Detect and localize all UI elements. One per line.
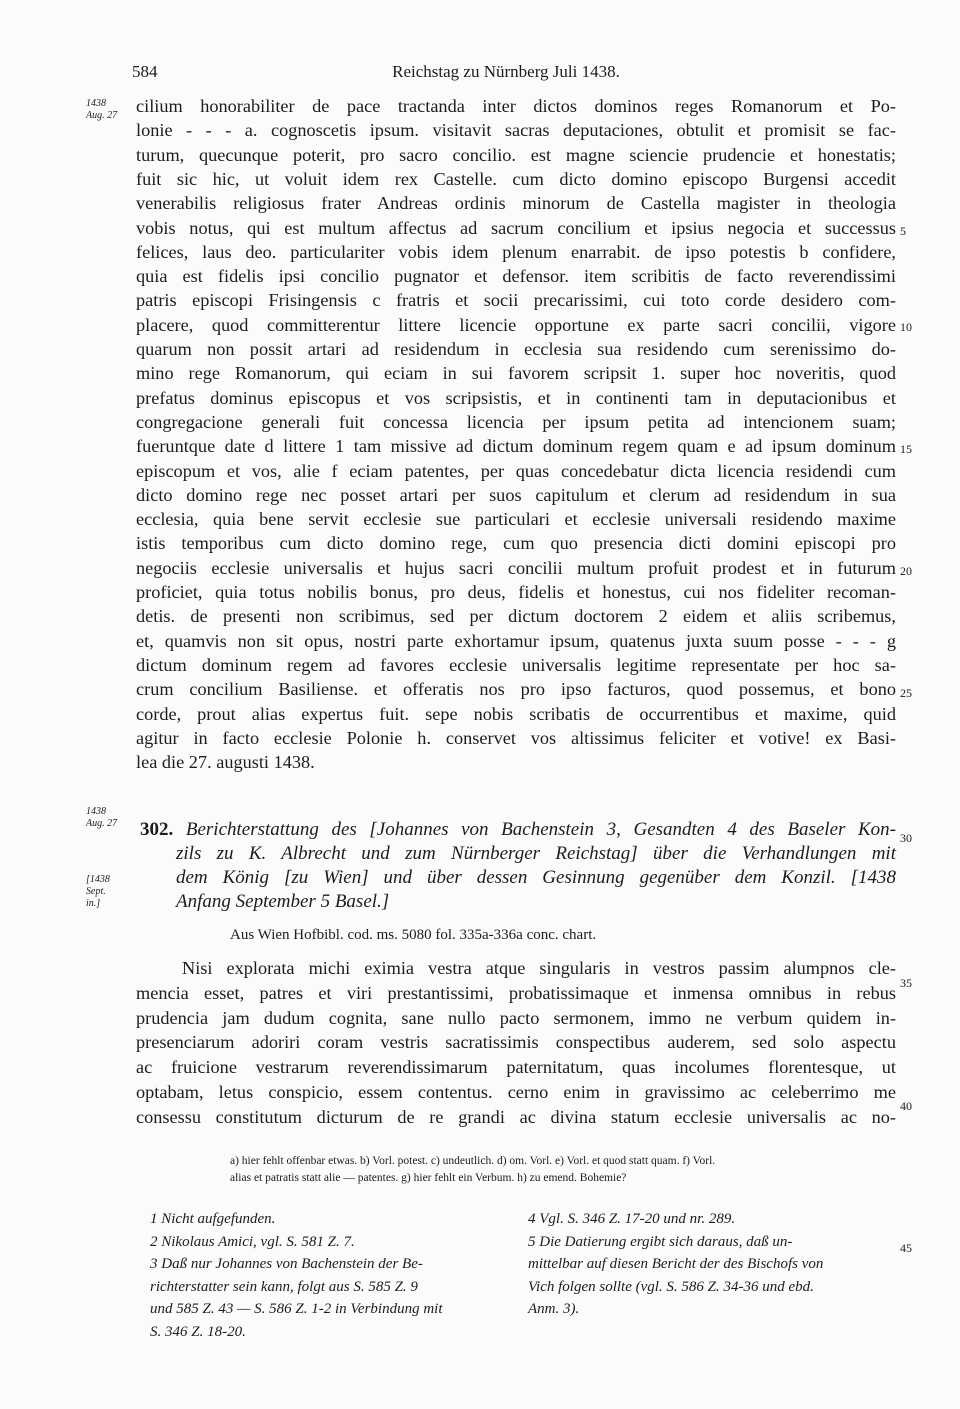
letter-line-12: mino rege Romanorum, qui eciam in sui favorem scripsit 1. super hoc noveritis, quod <box>136 363 896 384</box>
line-number: 40 <box>900 1099 912 1113</box>
document-text-line-2: mencia esset, patres et viri prestantissimi, probatissimaque et inmensa omnibus in rebus <box>136 982 896 1003</box>
document-heading-line-4: Anfang September 5 Basel.] <box>176 891 390 912</box>
margin-date-doc: 1438 Aug. 27 <box>86 806 118 829</box>
document-text-line-1: Nisi explorata michi eximia vestra atque singularis in vestros passim alumpnos cle- <box>182 958 896 978</box>
footnote-line: und 585 Z. 43 — S. 586 Z. 1-2 in Verbindung mit <box>150 1301 443 1317</box>
letter-line-18: ecclesia, quia bene servit ecclesie sue particulari et ecclesie universali residendo maxime <box>136 509 896 530</box>
line-number: 5 <box>900 224 906 238</box>
line-number: 45 <box>900 1241 912 1255</box>
footnote-line: 4 Vgl. S. 346 Z. 17-20 und nr. 289. <box>528 1211 736 1227</box>
letter-line-16: episcopum et vos, alie f eciam patentes, per quas concedebatur dicta licencia residendi cum <box>136 460 896 481</box>
line-number: 30 <box>900 831 912 845</box>
footnote-line: 3 Daß nur Johannes von Bachenstein der Be- <box>150 1256 423 1272</box>
letter-line-1: cilium honorabiliter de pace tractanda inter dictos dominos reges Romanorum et Po- <box>136 96 896 116</box>
source-note: Aus Wien Hofbibl. cod. ms. 5080 fol. 335a-336a conc. chart. <box>230 927 597 943</box>
letter-line-26: corde, prout alias expertus fuit. sepe nobis scribatis de occurrentibus et maxime, quid <box>136 703 896 724</box>
letter-line-25: crum concilium Basiliense. et offeratis nos pro ipso facturos, quod possemus, et bono <box>136 679 896 700</box>
letter-line-14: congregacione generali fuit concessa licencia per ipsum petita ad intencionem suam; <box>136 411 896 432</box>
document-text-line-3: prudencia jam dudum cognita, sane nullo pacto sermonem, immo ne verbum quidem in- <box>136 1007 896 1028</box>
footnote-line: Vich folgen sollte (vgl. S. 586 Z. 34-36 und ebd. <box>528 1278 814 1295</box>
footnote-line: S. 346 Z. 18-20. <box>150 1323 246 1340</box>
letter-line-15: fueruntque date d littere 1 tam missive ad dictum dominum regem quam e ad ipsum dominum <box>136 436 896 457</box>
apparatus-line-2: alias et patratis statt alie — patentes. g) hier fehlt ein Verbum. h) zu emend. Bohemie? <box>230 1172 627 1184</box>
line-number: 25 <box>900 686 912 700</box>
footnote-line: mittelbar auf diesen Bericht der des Bischofs von <box>528 1256 824 1272</box>
line-number: 35 <box>900 976 912 990</box>
letter-line-22: detis. de presenti non scribimus, sed per dictum doctorem 2 eidem et aliis scribemus, <box>136 606 896 627</box>
letter-line-23: et, quamvis non sit opus, nostri parte exhortamur ipsum, quatenus juxta suum posse - - - g <box>136 630 896 651</box>
document-heading-line-1: 302. Berichterstattung des [Johannes von Bachenstein 3, Gesandten 4 des Baseler Kon- <box>140 819 896 840</box>
running-title: Reichstag zu Nürnberg Juli 1438. <box>392 62 620 81</box>
letter-line-13: prefatus dominus episcopus et vos scripsistis, et in continenti tam in deputacionibus et <box>136 387 896 408</box>
letter-line-9: patris episcopi Frisingensis c fratris et socii precarissimi, cui toto corde desidero com- <box>136 290 896 311</box>
letter-line-19: istis temporibus cum dicto domino rege, cum quo presencia dicti domini episcopi pro <box>136 533 896 554</box>
margin-date-letter: 1438 Aug. 27 <box>86 98 118 121</box>
letter-line-11: quarum non possit artari ad residendum in ecclesia sua residendo cum serenissimo do- <box>136 339 896 359</box>
letter-line-2: lonie - - - a. cognoscetis ipsum. visitavit sacras deputaciones, obtulit et promisit se fac- <box>136 120 896 141</box>
footnote-line: 5 Die Datierung ergibt sich daraus, daß un- <box>528 1233 793 1250</box>
document-text-line-5: ac fruicione vestrarum reverendissimarum paternitatum, quas incolumes florentesque, ut <box>136 1057 896 1078</box>
letter-line-24: dictum dominum regem ad favores ecclesie universalis legitime representate per hoc sa- <box>136 654 896 675</box>
apparatus-line-1: a) hier fehlt offenbar etwas. b) Vorl. potest. c) undeutlich. d) om. Vorl. e) Vorl. et quod statt quam. f) Vorl. <box>230 1155 716 1167</box>
letter-line-5: venerabilis religiosus frater Andreas ordinis minorum de Castella magister in theologia <box>136 193 896 214</box>
document-text-line-7: consessu constitutum dicturum de re grandi ac divina statum ecclesie universalis ac no- <box>136 1106 896 1127</box>
document-heading-line-2: zils zu K. Albrecht und zum Nürnberger Reichstag] über die Verhandlungen mit <box>176 843 896 864</box>
letter-line-3: turum, quecunque poterit, pro sacro concilio. est magne sciencie prudencie et honestatis; <box>136 144 896 165</box>
document-number: 302. <box>140 819 174 840</box>
page-number: 584 <box>132 62 158 81</box>
letter-line-6: vobis notus, qui est multum affectus ad sacrum concilium et ipsius negocia et successus <box>136 217 896 238</box>
letter-line-21: proficiet, quia totus nobilis bonus, pro deus, fidelis et honestus, cui nos fideliter recoman- <box>136 582 896 602</box>
letter-line-8: quia est fidelis ipsi concilio pugnator et defensor. item scribitis de facto reverendissimi <box>136 266 896 287</box>
letter-line-20: negociis ecclesie universalis et hujus sacri concilii multum profuit prodest et in futurum <box>136 557 896 578</box>
letter-line-28: lea die 27. augusti 1438. <box>136 752 315 773</box>
letter-line-4: fuit sic hic, ut voluit idem rex Castelle. cum dicto domino episcopo Burgensi accedit <box>136 168 896 189</box>
line-number: 15 <box>900 442 912 456</box>
document-text-line-6: optabam, letus conspicio, essem contentus. cerno enim in gravissimo ac celeberrimo me <box>136 1082 896 1102</box>
line-number: 10 <box>900 320 912 334</box>
document-text-line-4: presenciarum adoriri coram vestris sacratissimis conspectibus auderem, sed solo aspectu <box>136 1032 896 1053</box>
document-heading-line-3: dem König [zu Wien] und über dessen Gesinnung gegenüber dem Konzil. [1438 <box>176 867 896 888</box>
footnote-line: richterstatter sein kann, folgt aus S. 585 Z. 9 <box>150 1278 418 1295</box>
footnote-line: 2 Nikolaus Amici, vgl. S. 581 Z. 7. <box>150 1233 355 1250</box>
letter-line-17: dicto domino rege nec posset artari per suos capitulum et clerum ad residendum in sua <box>136 484 896 505</box>
line-number: 20 <box>900 564 912 578</box>
footnote-line: 1 Nicht aufgefunden. <box>150 1211 276 1227</box>
footnote-line: Anm. 3). <box>528 1301 580 1317</box>
letter-line-7: felices, laus deo. particulariter vobis idem plenum enarrabit. de ipso potestis b confidere, <box>136 241 896 262</box>
letter-line-10: placere, quod committerentur littere licencie opportune ex parte sacri concilii, vigore <box>136 314 896 335</box>
margin-date-doc-alt: [1438 Sept. in.] <box>86 874 110 909</box>
letter-line-27: agitur in facto ecclesie Polonie h. conservet vos altissimus feliciter et votive! ex Basi- <box>136 727 896 748</box>
